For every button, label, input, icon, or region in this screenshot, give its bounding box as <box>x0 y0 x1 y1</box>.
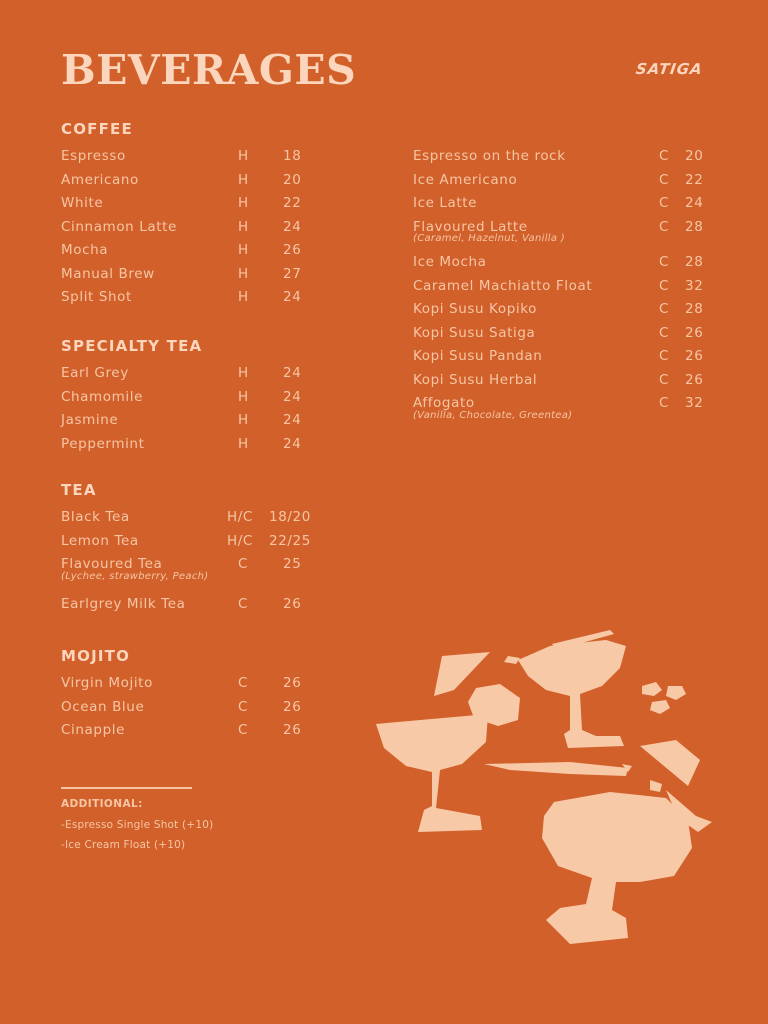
menu-item: Ocean Blue C 26 <box>61 698 302 715</box>
menu-item-note: (Lychee, strawberry, Peach) <box>61 570 209 582</box>
coffee-cold-list <box>413 145 713 425</box>
menu-item: Kopi Susu Pandan C 26 <box>413 348 704 364</box>
martini-glass-left <box>376 714 488 832</box>
menu-item: Lemon Tea H/C 22/25 <box>61 532 311 549</box>
menu-item: Manual Brew H 27 <box>61 265 302 282</box>
menu-item: Americano H 20 <box>61 171 302 188</box>
menu-item: Jasmine H 24 <box>61 412 302 428</box>
menu-item: Kopi Susu Herbal C 26 <box>413 371 704 388</box>
menu-item: Virgin Mojito C 26 <box>61 675 302 691</box>
menu-item-note: (Caramel, Hazelnut, Vanilla ) <box>413 233 565 244</box>
additional-item: -Ice Cream Float (+10) <box>61 839 186 851</box>
brand-logo: SATIGA <box>634 60 704 78</box>
section-title-tea: TEA <box>61 481 97 499</box>
garnish-tip <box>650 780 662 792</box>
menu-item: Chamomile H 24 <box>61 388 302 405</box>
page-title: BEVERAGES <box>61 46 357 94</box>
shard-shape <box>640 740 700 786</box>
section-title-mojito: MOJITO <box>61 647 131 665</box>
menu-item: Kopi Susu Kopiko C 28 <box>413 301 704 317</box>
dot-shape <box>642 682 662 696</box>
coffee-hot-list <box>61 145 341 310</box>
menu-item: Split Shot H 24 <box>61 289 302 305</box>
menu-item: Peppermint H 24 <box>61 435 302 452</box>
menu-item-note: (Vanilla, Chocolate, Greentea) <box>413 409 573 421</box>
menu-item: Mocha H 26 <box>61 242 302 258</box>
coupe-glass-top <box>518 640 626 748</box>
menu-item: Cinnamon Latte H 24 <box>61 218 302 235</box>
specialty-tea-list <box>61 362 341 456</box>
section-title-coffee: COFFEE <box>61 120 133 138</box>
mojito-list <box>61 672 341 743</box>
menu-item: Kopi Susu Satiga C 26 <box>413 324 704 341</box>
garnish-tip <box>504 656 520 664</box>
menu-item: Ice Americano C 22 <box>413 171 704 188</box>
cocktail-glasses-illustration <box>370 620 720 950</box>
menu-item: Flavoured Latte C 28 <box>413 218 704 235</box>
menu-item: Earlgrey Milk Tea C 26 <box>61 595 302 612</box>
menu-item: Flavoured Tea C 25 <box>61 556 302 572</box>
menu-item: Espresso H 18 <box>61 148 302 164</box>
garnish-stick-middle <box>484 762 628 776</box>
menu-item: Espresso on the rock C 20 <box>413 148 704 164</box>
menu-item: Black Tea H/C 18/20 <box>61 509 311 525</box>
divider <box>61 787 192 789</box>
additional-item: -Espresso Single Shot (+10) <box>61 819 214 831</box>
additional-title: ADDITIONAL: <box>61 798 143 810</box>
menu-item: White H 22 <box>61 195 302 211</box>
dot-shape <box>666 686 686 700</box>
round-glass-bottom <box>542 792 692 944</box>
section-title-specialty-tea: SPECIALTY TEA <box>61 337 203 355</box>
menu-item: Affogato C 32 <box>413 395 704 411</box>
menu-item: Earl Grey H 24 <box>61 365 302 381</box>
menu-item: Ice Mocha C 28 <box>413 254 704 270</box>
menu-item: Cinapple C 26 <box>61 722 302 738</box>
menu-item: Caramel Machiatto Float C 32 <box>413 277 704 294</box>
menu-item: Ice Latte C 24 <box>413 195 704 211</box>
dot-shape <box>650 700 670 714</box>
tea-list <box>61 506 341 616</box>
